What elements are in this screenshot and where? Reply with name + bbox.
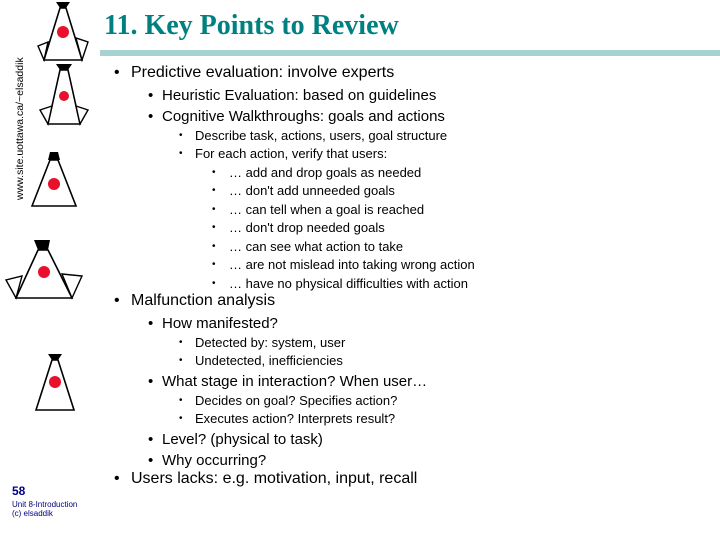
bullet-item-level-2: Level? (physical to task) — [162, 431, 323, 448]
bullet-item-level-2: Why occurring? — [162, 452, 267, 469]
mascot-icon — [4, 236, 84, 312]
bullet-marker: • — [212, 241, 216, 252]
bullet-marker: • — [148, 87, 154, 104]
bullet-marker: • — [179, 130, 183, 141]
bullet-item-level-3: Detected by: system, user — [195, 335, 346, 350]
bullet-marker: • — [179, 413, 183, 424]
sidebar-url — [4, 40, 24, 200]
bullet-marker: • — [212, 278, 216, 289]
bullet-marker: • — [179, 395, 183, 406]
page-title: 11. Key Points to Review — [104, 10, 399, 41]
bullet-item-level-4: … don't drop needed goals — [229, 220, 385, 235]
bullet-item-level-2: Cognitive Walkthroughs: goals and actions — [162, 108, 445, 125]
mascot-icon — [28, 352, 82, 416]
bullet-item-level-3: Executes action? Interprets result? — [195, 411, 396, 426]
bullet-item-level-1: Users lacks: e.g. motivation, input, recall — [131, 470, 418, 487]
bullet-item-level-3: For each action, verify that users: — [195, 146, 388, 161]
footer — [12, 500, 77, 518]
bullet-marker: • — [212, 222, 216, 233]
bullet-marker: • — [212, 204, 216, 215]
bullet-item-level-2: How manifested? — [162, 315, 278, 332]
bullet-item-level-3: Undetected, inefficiencies — [195, 353, 343, 368]
bullet-marker: • — [114, 292, 120, 309]
bullet-marker: • — [114, 470, 120, 487]
bullet-item-level-4: … are not mislead into taking wrong action — [229, 257, 475, 272]
title-underline — [100, 50, 720, 56]
footer-line-2: (c) elsaddik — [12, 509, 53, 518]
bullet-marker: • — [114, 64, 120, 81]
page-number: 58 — [12, 484, 26, 498]
bullet-marker: • — [179, 355, 183, 366]
bullet-item-level-4: … can see what action to take — [229, 239, 404, 254]
bullet-marker: • — [179, 148, 183, 159]
bullet-marker: • — [212, 167, 216, 178]
mascot-icon — [26, 150, 82, 212]
bullet-item-level-3: Describe task, actions, users, goal structure — [195, 128, 448, 143]
mascot-icon — [36, 2, 90, 64]
bullet-marker: • — [148, 373, 154, 390]
bullet-marker: • — [148, 452, 154, 469]
bullet-item-level-3: Decides on goal? Specifies action? — [195, 393, 398, 408]
bullet-item-level-2: Heuristic Evaluation: based on guidelines — [162, 87, 437, 104]
bullet-item-level-4: … add and drop goals as needed — [229, 165, 422, 180]
bullet-marker: • — [212, 259, 216, 270]
bullet-marker: • — [148, 431, 154, 448]
sidebar-url-text: www.site.uottawa.ca/~elsaddik — [14, 57, 26, 200]
bullet-marker: • — [148, 108, 154, 125]
footer-line-1: Unit 8-Introduction — [12, 500, 78, 509]
bullet-marker: • — [148, 315, 154, 332]
bullet-marker: • — [212, 185, 216, 196]
mascot-icon — [38, 62, 90, 130]
bullet-item-level-1: Predictive evaluation: involve experts — [131, 64, 395, 81]
bullet-marker: • — [179, 337, 183, 348]
bullet-item-level-2: What stage in interaction? When user… — [162, 373, 428, 390]
bullet-item-level-1: Malfunction analysis — [131, 292, 276, 309]
bullet-item-level-4: … don't add unneeded goals — [229, 183, 395, 198]
bullet-item-level-4: … can tell when a goal is reached — [229, 202, 425, 217]
bullet-item-level-4: … have no physical difficulties with action — [229, 276, 468, 291]
